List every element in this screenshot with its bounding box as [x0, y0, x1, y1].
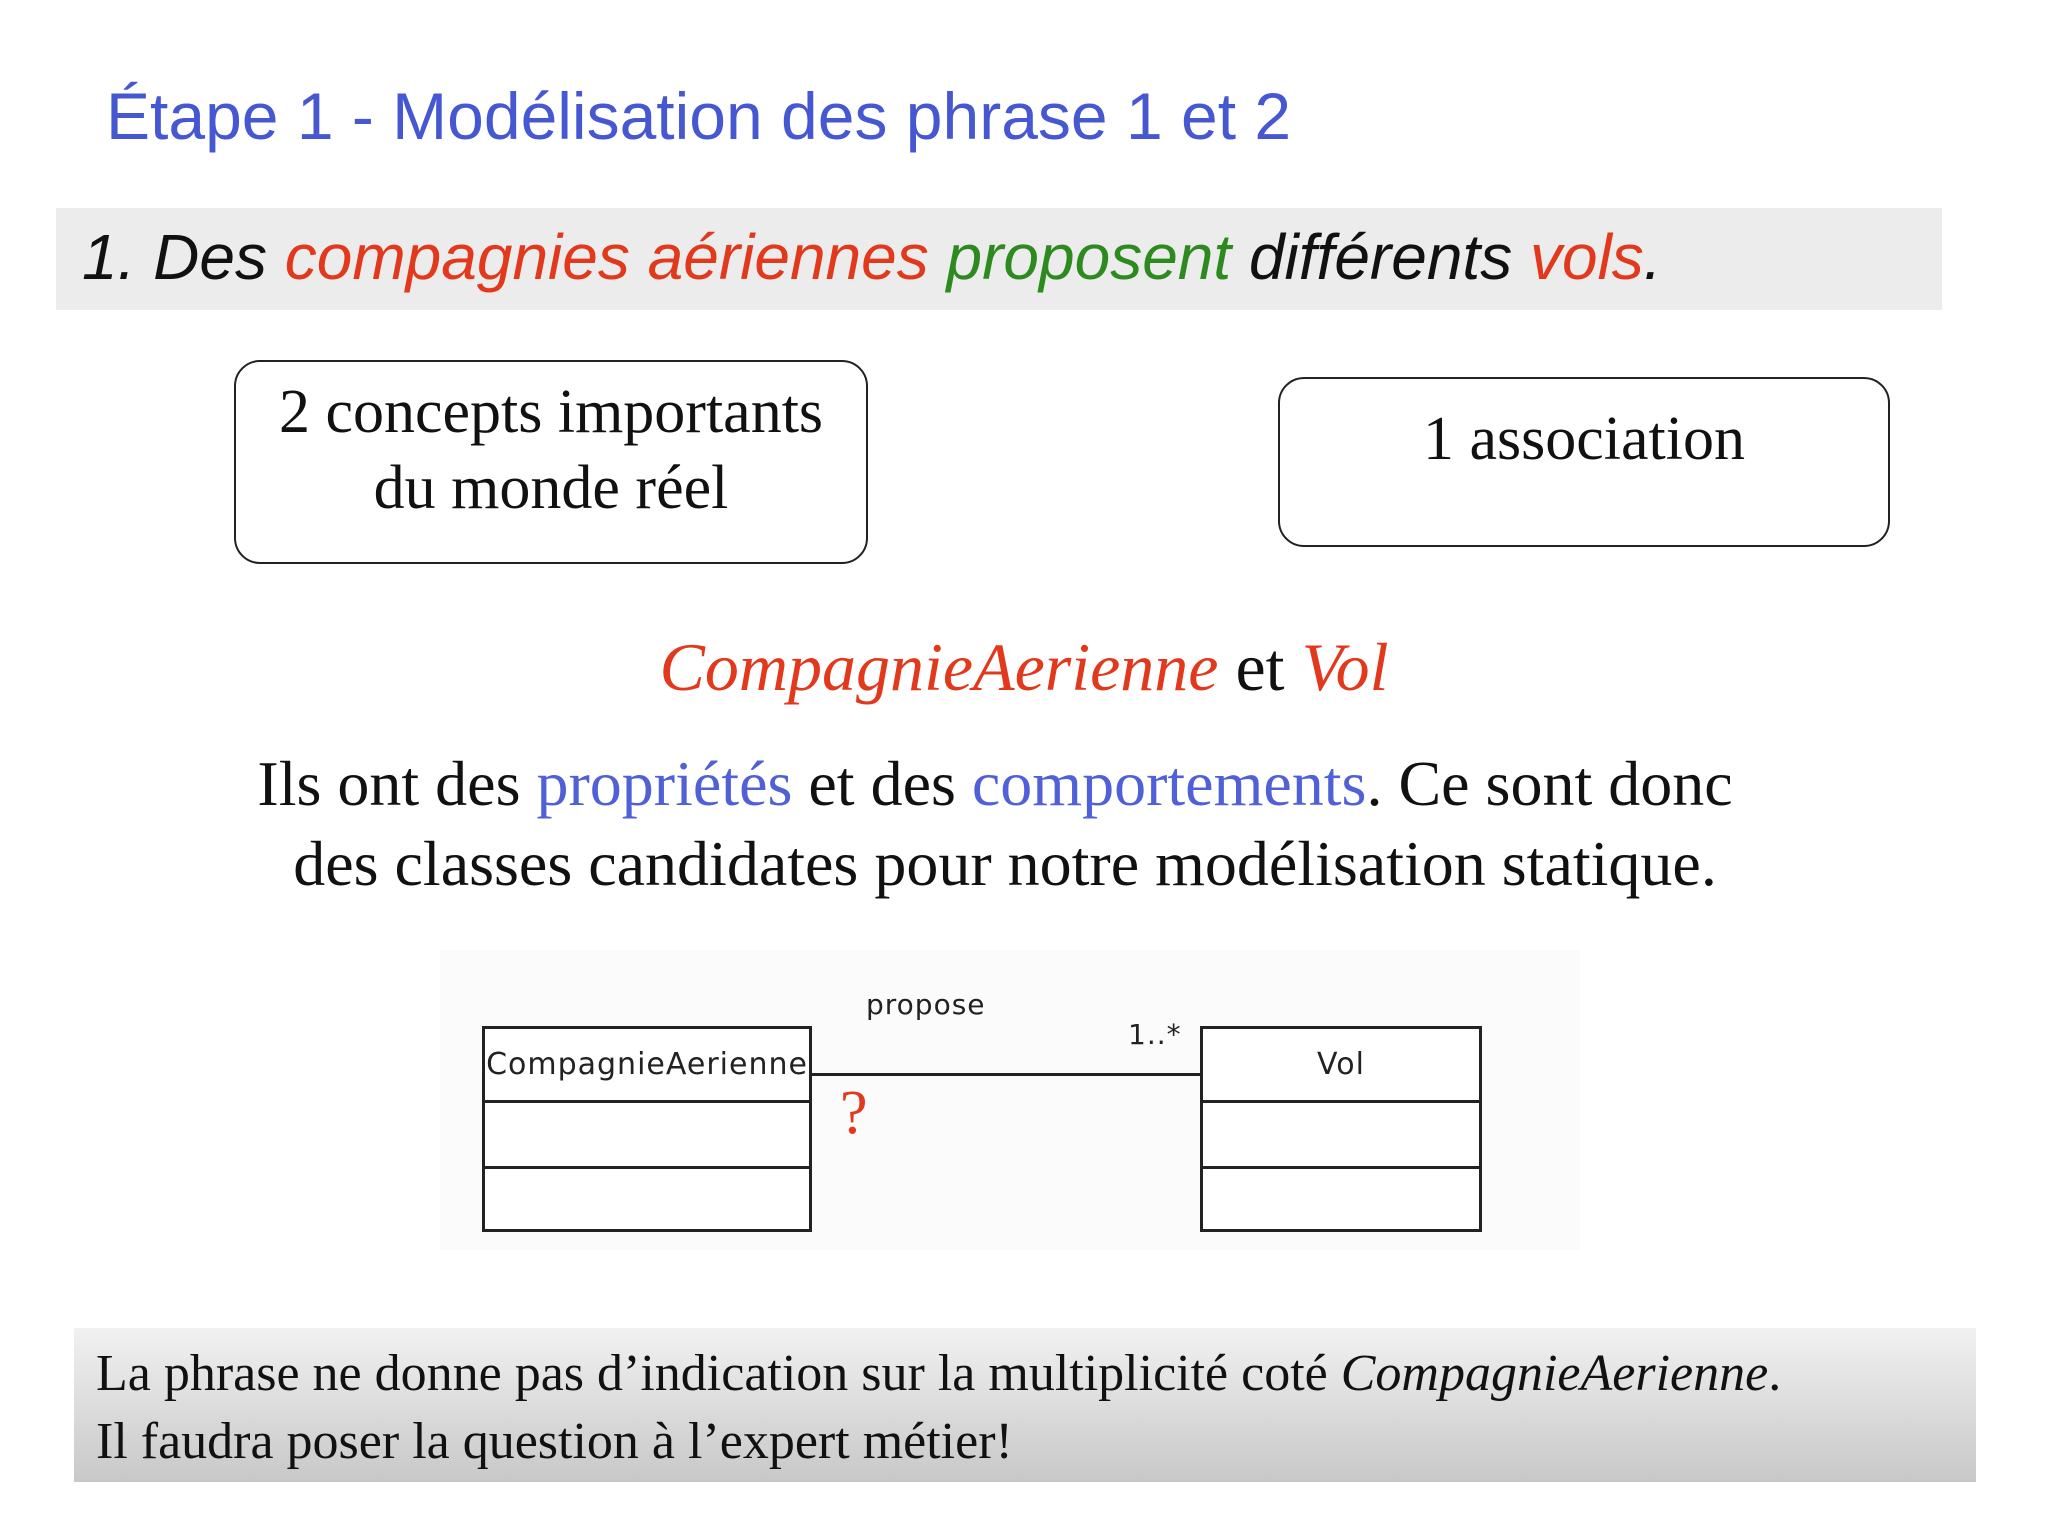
candidate-classes-line — [0, 628, 2048, 707]
association-label: 1 association — [1423, 405, 1745, 473]
uml-class-vol-name: Vol — [1203, 1029, 1479, 1103]
para-comportements: comportements — [971, 748, 1367, 819]
uml-class-compagnie-operations — [485, 1169, 809, 1235]
page-title: Étape 1 - Modélisation des phrase 1 et 2 — [106, 79, 1292, 153]
footer-line1-text: La phrase ne donne pas d’indication sur la multiplicité coté — [96, 1345, 1341, 1402]
sentence-concept-vols: vols — [1529, 221, 1644, 293]
footer-line1-class: CompagnieAerienne — [1340, 1345, 1769, 1402]
uml-multiplicity-right: 1..* — [1128, 1018, 1182, 1051]
concepts-line2: du monde réel — [373, 454, 729, 522]
sentence-part2: différents — [1231, 221, 1530, 293]
class-name-vol: Vol — [1301, 629, 1389, 705]
class-name-compagnie: CompagnieAerienne — [659, 629, 1219, 705]
explanation-line2: des classes candidates pour notre modélisation statique. — [293, 828, 1717, 899]
uml-association-label: propose — [866, 988, 986, 1021]
explanation-paragraph — [0, 744, 1990, 904]
sentence-verb-proposent: proposent — [946, 221, 1232, 293]
uml-multiplicity-unknown: ? — [840, 1079, 868, 1147]
uml-association-line — [812, 1073, 1200, 1076]
sentence-part1: 1. Des — [82, 221, 285, 293]
sentence-space — [929, 221, 947, 293]
footer-line2: Il faudra poser la question à l’expert métier! — [96, 1413, 1013, 1470]
para-text-2: et des — [792, 748, 972, 819]
association-box — [1278, 377, 1890, 547]
concepts-line1: 2 concepts importants — [278, 378, 824, 446]
sentence-end: . — [1643, 221, 1662, 293]
concepts-box — [234, 360, 868, 564]
explanation-line1 — [0, 744, 1990, 824]
classes-conjunction: et — [1218, 629, 1302, 705]
sentence-1 — [82, 220, 1662, 294]
uml-class-compagnie-name: CompagnieAerienne — [485, 1029, 809, 1103]
uml-class-compagnie — [482, 1026, 812, 1232]
sentence-concept-compagnies: compagnies aériennes — [284, 221, 929, 293]
uml-class-compagnie-attributes — [485, 1103, 809, 1169]
para-text-3: . Ce sont donc — [1366, 748, 1733, 819]
footer-note — [96, 1340, 1781, 1476]
uml-class-vol-attributes — [1203, 1103, 1479, 1169]
uml-class-vol-operations — [1203, 1169, 1479, 1235]
footer-line1-end: . — [1768, 1345, 1782, 1402]
para-proprietes: propriétés — [536, 748, 793, 819]
footer-line1 — [96, 1340, 1781, 1408]
uml-class-vol — [1200, 1026, 1482, 1232]
para-text-1: Ils ont des — [257, 748, 537, 819]
